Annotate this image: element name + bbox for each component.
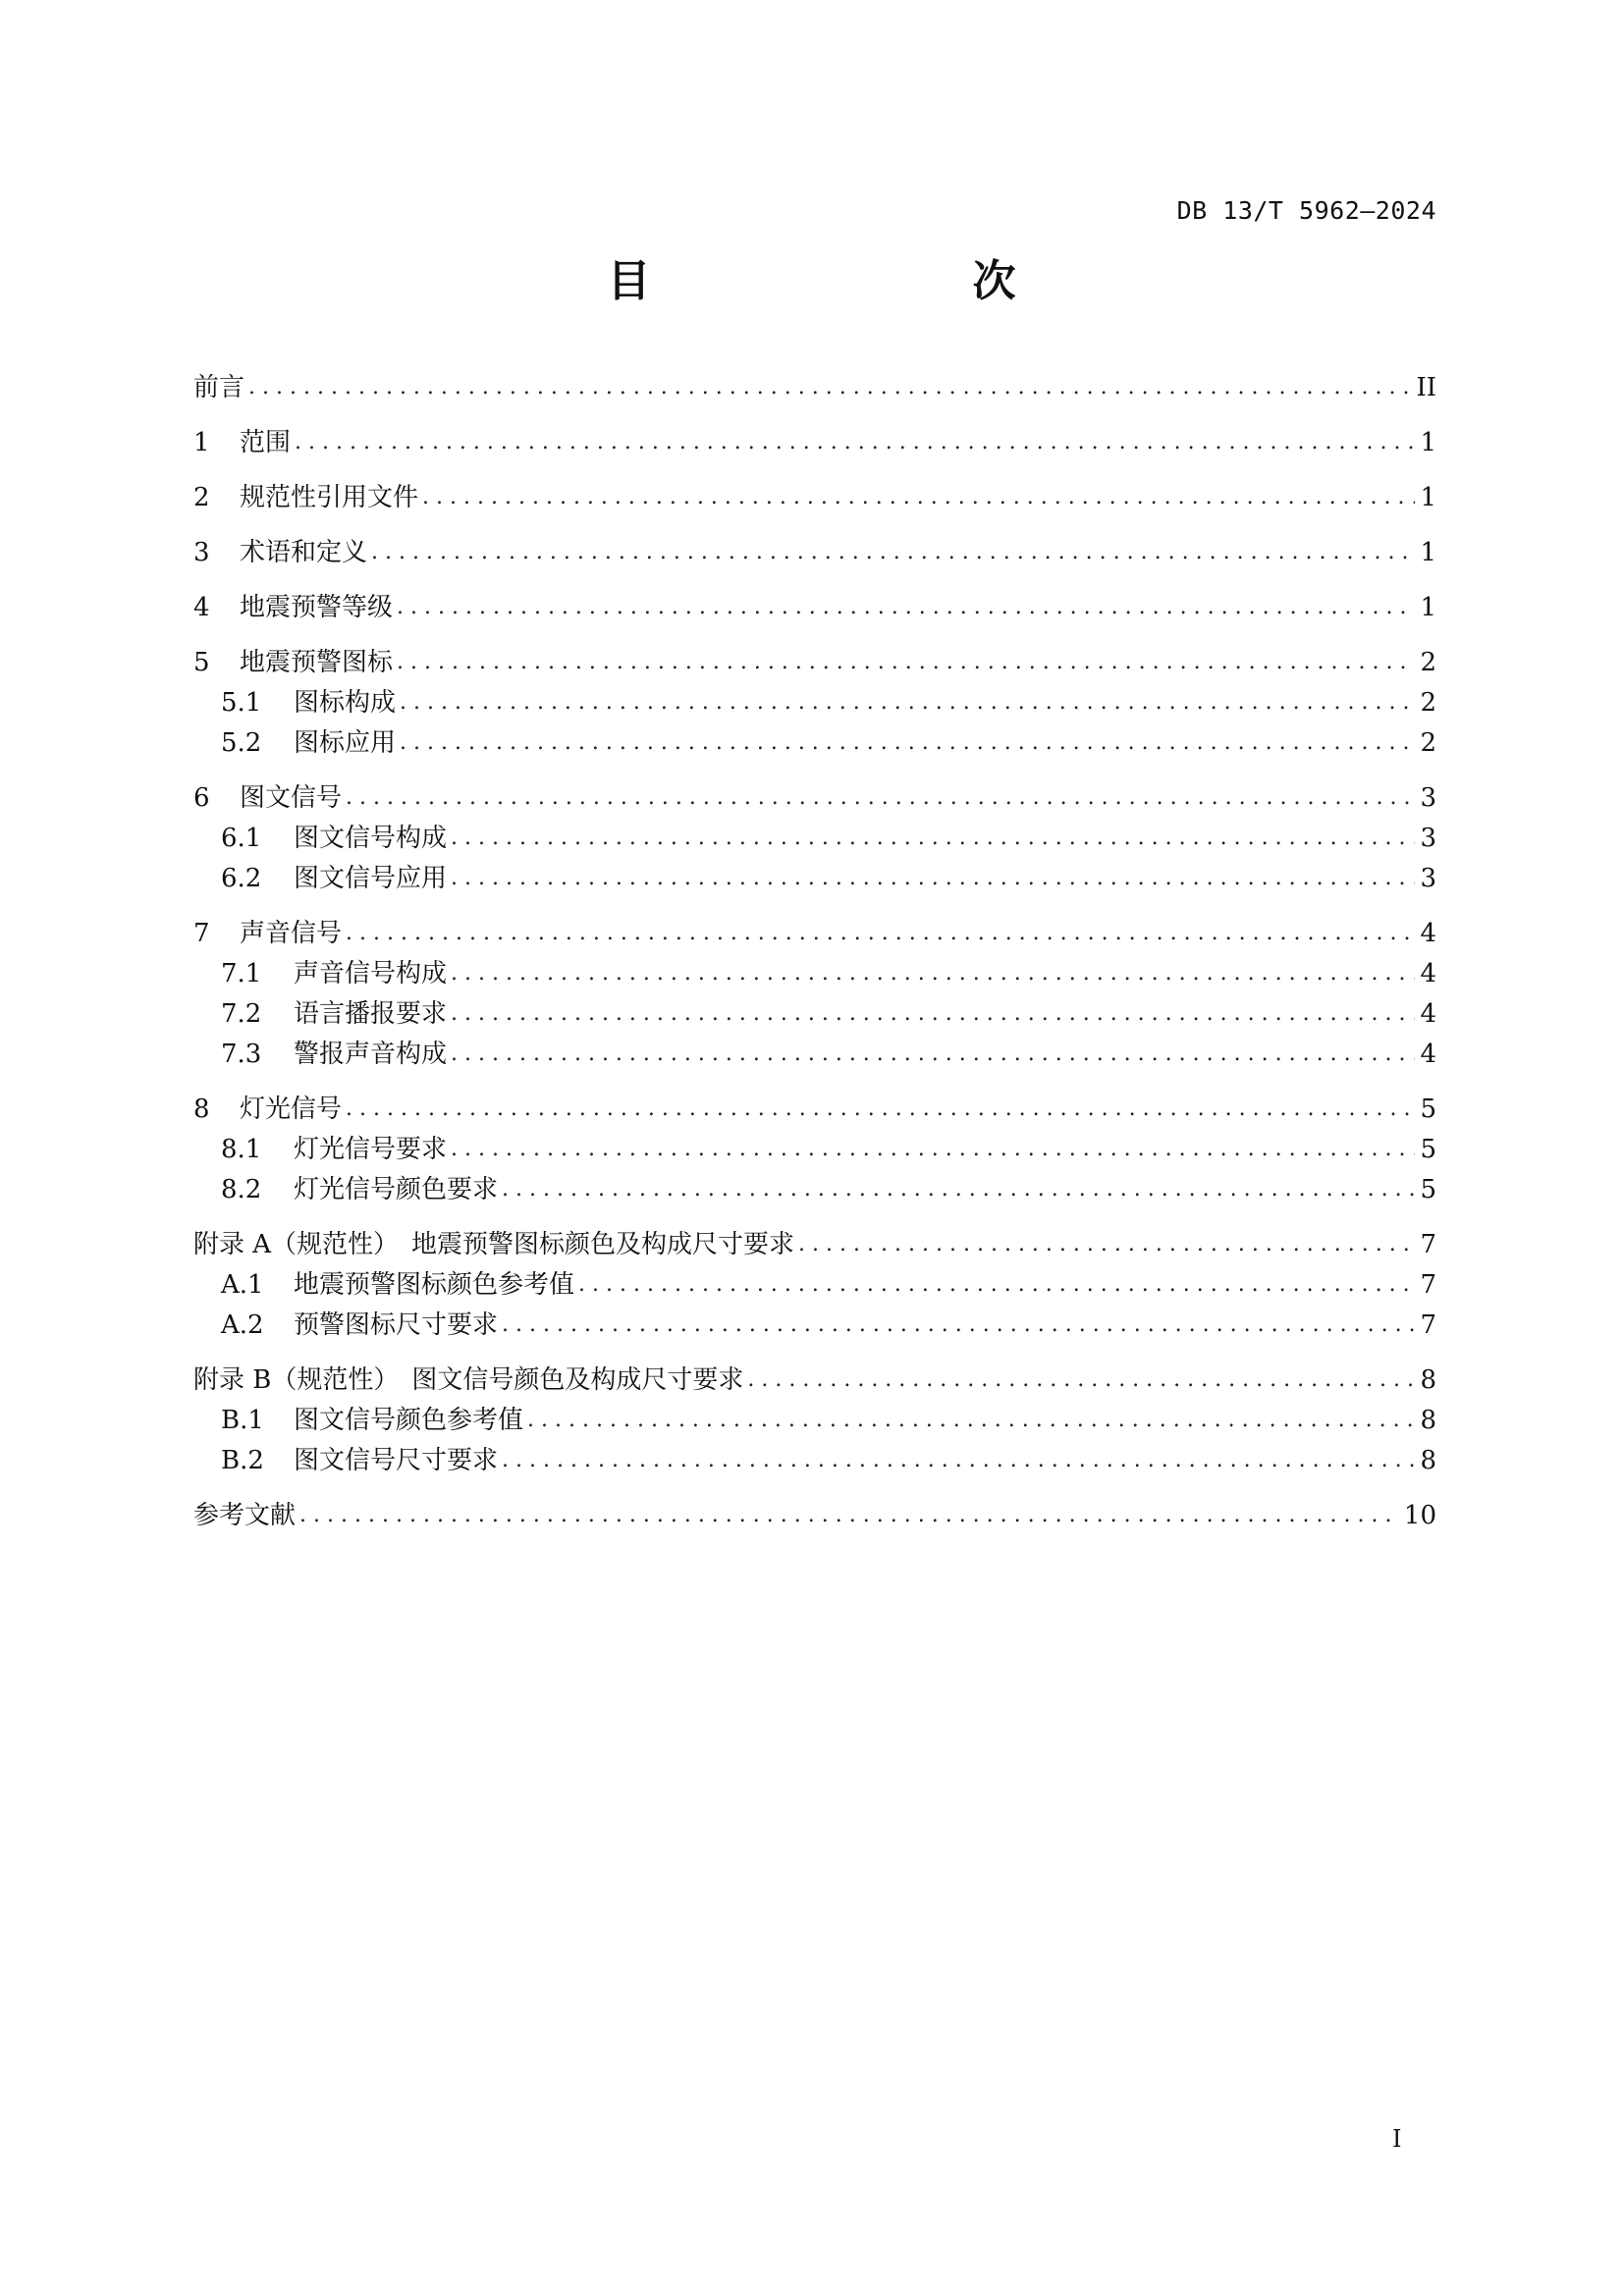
toc-entry[interactable]	[193, 1126, 1436, 1166]
toc-leader-dots	[451, 822, 1415, 855]
table-of-contents	[193, 363, 1436, 1532]
toc-entry-page: 3	[1420, 864, 1436, 893]
toc-entry-label: 警报声音构成	[294, 1040, 448, 1069]
toc-entry[interactable]	[193, 679, 1436, 720]
toc-entry-number: 7.1	[221, 959, 262, 988]
toc-entry[interactable]	[193, 1302, 1436, 1342]
toc-entry-label: 图标应用	[294, 728, 397, 758]
toc-entry-page: 7	[1420, 1310, 1436, 1340]
toc-entry-page: 1	[1420, 593, 1436, 622]
toc-entry-label: 预警图标尺寸要求	[294, 1310, 499, 1340]
toc-entry-page: 1	[1420, 538, 1436, 567]
toc-leader-dots	[400, 686, 1415, 720]
toc-entry-number: 5.1	[221, 688, 262, 718]
toc-entry[interactable]	[193, 473, 1436, 514]
toc-entry-number: 6.2	[221, 864, 262, 893]
toc-entry-number: 5.2	[221, 728, 262, 758]
toc-entry[interactable]	[193, 815, 1436, 855]
toc-entry-number: 8.1	[221, 1135, 262, 1164]
toc-entry-page: 3	[1420, 783, 1436, 813]
toc-entry-page: 5	[1420, 1175, 1436, 1204]
toc-entry[interactable]	[193, 950, 1436, 990]
toc-entry-number: 6	[193, 783, 210, 813]
toc-entry-label: 灯光信号颜色要求	[294, 1175, 499, 1204]
toc-entry-page: 4	[1420, 999, 1436, 1029]
toc-leader-dots	[451, 957, 1415, 990]
toc-entry-page: II	[1416, 373, 1436, 402]
toc-entry-page: 8	[1420, 1365, 1436, 1395]
toc-entry[interactable]	[193, 909, 1436, 950]
toc-leader-dots	[451, 862, 1415, 895]
toc-entry[interactable]	[193, 638, 1436, 679]
toc-entry-page: 1	[1420, 428, 1436, 457]
toc-entry-page: 2	[1420, 728, 1436, 758]
toc-entry[interactable]	[193, 855, 1436, 895]
toc-entry-label: 图文信号构成	[294, 824, 448, 853]
toc-entry-number: 2	[193, 483, 210, 512]
toc-entry[interactable]	[193, 1031, 1436, 1071]
toc-entry-label: 灯光信号	[240, 1095, 343, 1124]
toc-entry-number: 5	[193, 648, 210, 677]
toc-entry-number: 8.2	[221, 1175, 262, 1204]
toc-entry-label: 图文信号应用	[294, 864, 448, 893]
toc-entry[interactable]	[193, 774, 1436, 815]
toc-entry-label: 范围	[240, 428, 292, 457]
toc-leader-dots	[527, 1404, 1415, 1437]
toc-entry-label: 图文信号颜色参考值	[294, 1406, 524, 1435]
toc-leader-dots	[346, 1093, 1415, 1126]
toc-leader-dots	[502, 1308, 1415, 1342]
toc-entry-label: 地震预警等级	[240, 593, 394, 622]
toc-leader-dots	[295, 426, 1415, 459]
toc-entry-page: 1	[1420, 483, 1436, 512]
toc-entry[interactable]	[193, 1166, 1436, 1206]
toc-entry[interactable]	[193, 1261, 1436, 1302]
toc-entry-label: 图文信号尺寸要求	[294, 1446, 499, 1475]
toc-entry-label: 图标构成	[294, 688, 397, 718]
toc-entry[interactable]	[193, 1397, 1436, 1437]
toc-entry-page: 8	[1420, 1406, 1436, 1435]
toc-entry-page: 8	[1420, 1446, 1436, 1475]
toc-entry-label: 图文信号	[240, 783, 343, 813]
toc-entry[interactable]	[193, 583, 1436, 624]
toc-leader-dots	[248, 371, 1412, 404]
toc-leader-dots	[502, 1173, 1415, 1206]
toc-leader-dots	[299, 1499, 1400, 1532]
toc-entry-label: 前言	[193, 373, 245, 402]
toc-entry-label: 灯光信号要求	[294, 1135, 448, 1164]
toc-entry-number: 7.3	[221, 1040, 262, 1069]
toc-leader-dots	[451, 1038, 1415, 1071]
toc-entry-number: 8	[193, 1095, 210, 1124]
toc-leader-dots	[371, 536, 1415, 569]
toc-entry[interactable]	[193, 720, 1436, 760]
toc-leader-dots	[578, 1268, 1415, 1302]
page-number: I	[1392, 2125, 1402, 2153]
toc-entry-page: 4	[1420, 1040, 1436, 1069]
toc-entry-page: 4	[1420, 919, 1436, 948]
toc-entry[interactable]	[193, 1491, 1436, 1532]
toc-entry-page: 7	[1420, 1270, 1436, 1300]
toc-entry-page: 10	[1403, 1501, 1436, 1530]
toc-leader-dots	[451, 1133, 1415, 1166]
toc-entry-label: 术语和定义	[240, 538, 368, 567]
toc-entry-page: 2	[1420, 688, 1436, 718]
toc-entry[interactable]	[193, 1356, 1436, 1397]
toc-entry-number: A.2	[221, 1310, 264, 1340]
toc-leader-dots	[798, 1228, 1415, 1261]
page-title: 目 次	[607, 256, 1095, 306]
toc-leader-dots	[422, 481, 1415, 514]
toc-entry-number: 3	[193, 538, 210, 567]
toc-entry-label: 地震预警图标	[240, 648, 394, 677]
toc-entry-number: 7	[193, 919, 210, 948]
toc-leader-dots	[397, 591, 1415, 624]
toc-entry-number: 7.2	[221, 999, 262, 1029]
toc-leader-dots	[397, 646, 1415, 679]
toc-entry-number: 1	[193, 428, 210, 457]
toc-entry-page: 2	[1420, 648, 1436, 677]
toc-leader-dots	[502, 1444, 1415, 1477]
toc-leader-dots	[451, 997, 1415, 1031]
toc-entry-label: 参考文献	[193, 1501, 297, 1530]
toc-entry[interactable]	[193, 1220, 1436, 1261]
toc-leader-dots	[400, 726, 1415, 760]
toc-entry[interactable]	[193, 1437, 1436, 1477]
toc-entry-label: 附录 B（规范性） 图文信号颜色及构成尺寸要求	[193, 1365, 744, 1395]
toc-entry-page: 5	[1420, 1095, 1436, 1124]
toc-entry-label: 声音信号	[240, 919, 343, 948]
toc-entry-label: 声音信号构成	[294, 959, 448, 988]
toc-entry[interactable]	[193, 1085, 1436, 1126]
toc-entry[interactable]	[193, 528, 1436, 569]
toc-entry[interactable]	[193, 363, 1436, 404]
toc-entry-page: 7	[1420, 1230, 1436, 1259]
document-code: DB 13/T 5962—2024	[1176, 196, 1436, 225]
toc-entry-label: 附录 A（规范性） 地震预警图标颜色及构成尺寸要求	[193, 1230, 795, 1259]
toc-entry-number: 4	[193, 593, 210, 622]
toc-entry-page: 5	[1420, 1135, 1436, 1164]
toc-leader-dots	[346, 917, 1415, 950]
toc-entry-label: 语言播报要求	[294, 999, 448, 1029]
toc-leader-dots	[346, 781, 1415, 815]
toc-entry-page: 4	[1420, 959, 1436, 988]
toc-entry-page: 3	[1420, 824, 1436, 853]
toc-leader-dots	[747, 1363, 1415, 1397]
toc-entry-number: 6.1	[221, 824, 262, 853]
toc-entry-label: 地震预警图标颜色参考值	[294, 1270, 575, 1300]
toc-entry-number: A.1	[221, 1270, 264, 1300]
toc-entry-number: B.1	[221, 1406, 264, 1435]
toc-entry[interactable]	[193, 990, 1436, 1031]
toc-entry-number: B.2	[221, 1446, 264, 1475]
toc-entry-label: 规范性引用文件	[240, 483, 419, 512]
toc-entry[interactable]	[193, 418, 1436, 459]
